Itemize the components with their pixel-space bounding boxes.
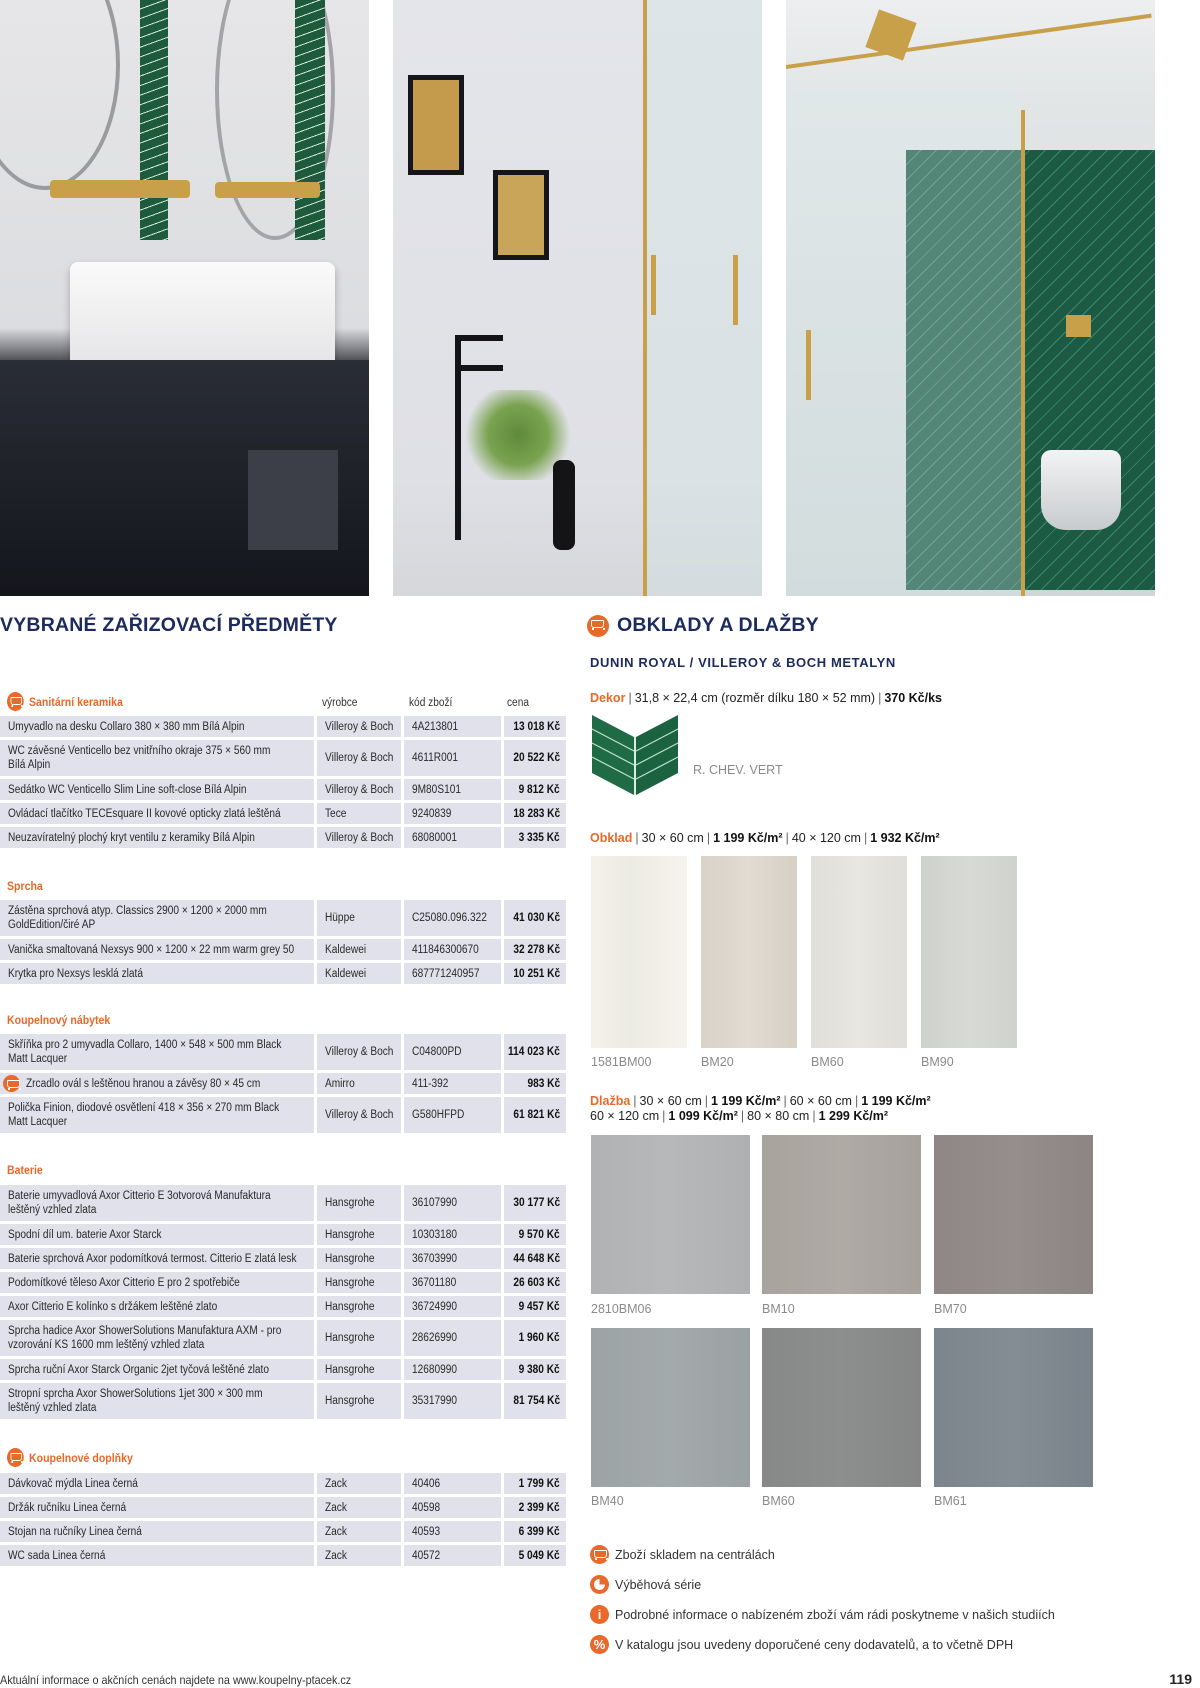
table-shower xyxy=(0,900,566,987)
column-header-code: kód zboží xyxy=(409,697,453,709)
swatch-BM60 xyxy=(811,856,907,1048)
product-name: Ovládací tlačítko TECEsquare II kovové opticky zlatá leštěná xyxy=(8,807,281,820)
section-label: Koupelnový nábytek xyxy=(7,1013,111,1027)
product-name: Polička Finion, diodové osvětlení 418 × 356 × 270 mm Black Matt Lacquer xyxy=(8,1102,280,1128)
price: 9 570 Kč xyxy=(518,1228,560,1241)
table-faucets xyxy=(0,1185,566,1422)
manufacturer: Amirro xyxy=(325,1077,355,1090)
table-row xyxy=(0,1521,566,1542)
towel-stand-bar xyxy=(455,335,503,341)
product-name: Stropní sprcha Axor ShowerSolutions 1jet 300 × 300 mm leštěný vzhled zlata xyxy=(8,1388,263,1414)
legend-text: Zboží skladem na centrálách xyxy=(615,1547,775,1562)
product-name: Vanička smaltovaná Nexsys 900 × 1200 × 22 mm warm grey 50 xyxy=(8,943,295,956)
product-code: 36701180 xyxy=(412,1276,457,1289)
price: 983 Kč xyxy=(527,1077,560,1090)
table-row xyxy=(0,1185,566,1221)
product-code: 411846300670 xyxy=(412,943,479,956)
product-name: Dávkovač mýdla Linea černá xyxy=(8,1477,138,1490)
swatch-1581BM00 xyxy=(591,856,687,1048)
mirror-left xyxy=(0,0,120,190)
column-header-price: cena xyxy=(507,697,529,709)
manufacturer: Villeroy & Boch xyxy=(325,831,394,844)
manufacturer: Villeroy & Boch xyxy=(325,720,394,733)
product-code: C25080.096.322 xyxy=(412,912,487,924)
product-code: 68080001 xyxy=(412,831,458,844)
price: 1 199 Kč/m² xyxy=(711,1094,781,1108)
wall-hung-wc xyxy=(1041,450,1121,530)
size: 60 × 120 cm xyxy=(590,1109,660,1123)
price: 1 199 Kč/m² xyxy=(713,831,783,845)
swatch-label: BM10 xyxy=(762,1302,795,1316)
product-name: Neuzavíratelný plochý kryt ventilu z keramiky Bílá Alpin xyxy=(8,831,255,844)
product-name: Spodní díl um. baterie Axor Starck xyxy=(8,1228,162,1241)
swatch-chevron-vert xyxy=(592,715,678,795)
dekor-label: Dekor xyxy=(590,691,626,705)
product-code: 4611R001 xyxy=(412,752,458,764)
legend-item-info xyxy=(590,1605,1055,1624)
product-name: Baterie umyvadlová Axor Citterio E 3otvorová Manufaktura leštěný vzhled zlata xyxy=(8,1190,271,1216)
manufacturer: Zack xyxy=(325,1549,347,1562)
swatch-BM40 xyxy=(591,1328,750,1487)
table-bathroom-furniture xyxy=(0,1034,566,1136)
product-code: 12680990 xyxy=(412,1363,458,1376)
table-row xyxy=(0,716,566,737)
shower-glass xyxy=(786,90,1021,596)
section-bathroom-furniture xyxy=(7,1013,110,1027)
dlazba-label: Dlažba xyxy=(590,1094,631,1108)
price: 3 335 Kč xyxy=(518,831,560,844)
manufacturer: Hansgrohe xyxy=(325,1228,375,1241)
size: 60 × 60 cm xyxy=(789,1094,852,1108)
dekor-price: 370 Kč/ks xyxy=(884,691,943,705)
section-label: Baterie xyxy=(7,1163,43,1177)
price: 6 399 Kč xyxy=(518,1525,560,1538)
product-code: 36107990 xyxy=(412,1197,458,1209)
product-code: 36724990 xyxy=(412,1300,458,1313)
table-row xyxy=(0,1497,566,1518)
shower-frame-gold xyxy=(786,14,1152,69)
size: 40 × 120 cm xyxy=(791,831,861,845)
dekor-size: 31,8 × 22,4 cm (rozměr dílku 180 × 52 mm) xyxy=(634,691,876,705)
page-number: 119 xyxy=(1169,1671,1192,1687)
legend-text: Výběhová série xyxy=(615,1577,702,1592)
section-shower xyxy=(7,879,43,893)
product-name: WC závěsné Venticello bez vnitřního okraje 375 × 560 mm Bílá Alpin xyxy=(8,745,271,771)
photo-shelves-shower xyxy=(393,0,762,596)
section-title-tiles xyxy=(587,614,819,637)
product-name: Zástěna sprchová atyp. Classics 2900 × 1200 × 2000 mm GoldEdition/čiré AP xyxy=(8,905,267,931)
product-code: 28626990 xyxy=(412,1332,458,1344)
manufacturer: Villeroy & Boch xyxy=(325,1109,394,1121)
swatch-BM10 xyxy=(762,1135,921,1294)
product-name: Stojan na ručníky Linea černá xyxy=(8,1525,142,1538)
green-tile-strip xyxy=(140,0,168,240)
manufacturer: Zack xyxy=(325,1477,347,1490)
table-row xyxy=(0,803,566,824)
product-code: 4A213801 xyxy=(412,720,459,733)
product-code: 10303180 xyxy=(412,1228,458,1241)
product-code: 9M80S101 xyxy=(412,783,461,796)
manufacturer: Zack xyxy=(325,1525,347,1538)
product-name: Umyvadlo na desku Collaro 380 × 380 mm Bílá Alpin xyxy=(8,720,245,733)
swatch-label: 1581BM00 xyxy=(591,1055,652,1069)
dlazba-spec: Dlažba | 30 × 60 cm | 1 199 Kč/m² | 60 × 60 cm | 1 199 Kč/m² 60 × 120 cm | 1 099 Kč/m² | 80 × 80 cm | 1 299 Kč/m² xyxy=(590,1094,931,1123)
manufacturer: Hüppe xyxy=(325,912,355,924)
legend-item-prices-vat xyxy=(590,1635,1013,1654)
price: 41 030 Kč xyxy=(513,912,560,924)
price: 32 278 Kč xyxy=(513,943,560,956)
shower-glass xyxy=(647,0,762,596)
product-code: 9240839 xyxy=(412,807,452,820)
price: 18 283 Kč xyxy=(513,807,560,820)
product-name: Držák ručníku Linea černá xyxy=(8,1501,127,1514)
section-title-fixtures: VYBRANÉ ZAŘIZOVACÍ PŘEDMĚTY xyxy=(0,614,338,636)
table-row xyxy=(0,1359,566,1380)
table-row xyxy=(0,900,566,936)
gold-shelf-box xyxy=(408,75,464,175)
table-row xyxy=(0,1224,566,1245)
legend-text: Podrobné informace o nabízeném zboží vám rádi poskytneme v našich studiích xyxy=(615,1607,1055,1622)
flush-plate-gold xyxy=(1066,315,1091,337)
vase xyxy=(553,460,575,550)
price: 1 299 Kč/m² xyxy=(818,1109,889,1123)
table-row xyxy=(0,939,566,960)
table-row xyxy=(0,1073,566,1094)
table-row xyxy=(0,963,566,984)
faucet-gold xyxy=(215,182,320,198)
product-name: Skříňka pro 2 umyvadla Collaro, 1400 × 548 × 500 mm Black Matt Lacquer xyxy=(8,1039,282,1065)
price: 26 603 Kč xyxy=(513,1276,560,1289)
product-name: Sprcha ruční Axor Starck Organic 2jet tyčová leštěné zlato xyxy=(8,1363,270,1376)
product-code: 40598 xyxy=(412,1501,441,1514)
table-row xyxy=(0,1383,566,1419)
obklad-spec: Obklad | 30 × 60 cm | 1 199 Kč/m² | 40 × 120 cm | 1 932 Kč/m² xyxy=(590,831,940,845)
swatch-2810BM06 xyxy=(591,1135,750,1294)
table-row xyxy=(0,827,566,848)
cart-icon xyxy=(7,1448,24,1467)
product-code: 687771240957 xyxy=(412,967,480,980)
manufacturer: Hansgrohe xyxy=(325,1197,375,1209)
product-name: Baterie sprchová Axor podomítková termost. Citterio E zlatá lesk xyxy=(8,1252,297,1265)
product-code: 411-392 xyxy=(412,1077,449,1090)
price: 10 251 Kč xyxy=(513,967,560,980)
green-tile-strip xyxy=(295,0,325,240)
product-code: G580HFPD xyxy=(412,1109,465,1121)
manufacturer: Hansgrohe xyxy=(325,1363,375,1376)
obklad-label: Obklad xyxy=(590,831,633,845)
manufacturer: Villeroy & Boch xyxy=(325,783,394,796)
product-code: C04800PD xyxy=(412,1046,462,1058)
cart-icon xyxy=(3,1075,20,1092)
table-row xyxy=(0,1097,566,1133)
door-handle xyxy=(651,255,656,315)
gold-shelf-box xyxy=(493,170,549,260)
price: 1 199 Kč/m² xyxy=(861,1094,931,1108)
size: 30 × 60 cm xyxy=(641,831,704,845)
section-bathroom-accessories xyxy=(7,1448,133,1467)
cart-icon xyxy=(587,615,609,637)
swatch-BM20 xyxy=(701,856,797,1048)
swatch-label: BM60 xyxy=(762,1494,795,1508)
dekor-spec: Dekor | 31,8 × 22,4 cm (rozměr dílku 180 × 52 mm) | 370 Kč/ks xyxy=(590,691,943,705)
info-icon: i xyxy=(590,1605,609,1624)
table-row xyxy=(0,1545,566,1566)
price: 1 099 Kč/m² xyxy=(668,1109,738,1123)
table-sanitary-ceramics xyxy=(0,716,566,851)
swatch-label: BM60 xyxy=(811,1055,844,1069)
size: 80 × 80 cm xyxy=(747,1109,810,1123)
table-row xyxy=(0,1296,566,1317)
price: 20 522 Kč xyxy=(513,752,560,764)
product-name: Axor Citterio E kolínko s držákem leštěné zlato xyxy=(8,1300,218,1313)
swatch-label: BM40 xyxy=(591,1494,624,1508)
section-label: Sprcha xyxy=(7,879,43,893)
manufacturer: Hansgrohe xyxy=(325,1276,375,1289)
product-name: Sedátko WC Venticello Slim Line soft-close Bílá Alpin xyxy=(8,783,247,796)
manufacturer: Tece xyxy=(325,807,347,820)
product-name: Podomítkové těleso Axor Citterio E pro 2 spotřebiče xyxy=(8,1276,240,1289)
cart-icon xyxy=(7,692,24,711)
photo-vanity xyxy=(0,0,369,596)
legend-item-discontinued xyxy=(590,1575,701,1594)
product-code: 35317990 xyxy=(412,1395,458,1407)
tile-series-subtitle: DUNIN ROYAL / VILLEROY & BOCH METALYN xyxy=(590,655,896,670)
swatch-label: BM70 xyxy=(934,1302,967,1316)
product-code: 36703990 xyxy=(412,1252,458,1265)
price: 9 380 Kč xyxy=(518,1363,560,1376)
table-row xyxy=(0,1248,566,1269)
table-row xyxy=(0,740,566,776)
swatch-BM61 xyxy=(934,1328,1093,1487)
price: 81 754 Kč xyxy=(513,1395,560,1407)
swatch-BM70 xyxy=(934,1135,1093,1294)
cart-icon xyxy=(590,1545,609,1564)
cabinet-drawer xyxy=(248,450,338,550)
faucet-gold xyxy=(50,180,190,198)
door-handle xyxy=(733,255,738,325)
price: 2 399 Kč xyxy=(518,1501,560,1514)
column-header-manufacturer: výrobce xyxy=(322,697,358,709)
price: 9 457 Kč xyxy=(518,1300,560,1313)
table-bathroom-accessories xyxy=(0,1473,566,1569)
footer-info: Aktuální informace o akčních cenách najdete na www.koupelny-ptacek.cz xyxy=(0,1673,352,1687)
table-row xyxy=(0,1034,566,1070)
product-name: WC sada Linea černá xyxy=(8,1549,106,1562)
price: 30 177 Kč xyxy=(513,1197,560,1209)
price: 1 960 Kč xyxy=(518,1332,560,1344)
product-code: 40406 xyxy=(412,1477,441,1490)
section-label: Koupelnové doplňky xyxy=(29,1450,133,1465)
price: 44 648 Kč xyxy=(513,1252,560,1265)
manufacturer: Villeroy & Boch xyxy=(325,752,394,764)
price: 61 821 Kč xyxy=(513,1109,560,1121)
product-code: 40593 xyxy=(412,1525,441,1538)
shower-frame-gold xyxy=(1021,110,1025,596)
price: 114 023 Kč xyxy=(508,1046,560,1058)
washbasin xyxy=(70,262,335,370)
price: 1 799 Kč xyxy=(518,1477,560,1490)
swatch-BM60-floor xyxy=(762,1328,921,1487)
table-row xyxy=(0,1320,566,1356)
percent-icon: % xyxy=(590,1635,609,1654)
title-text: OBKLADY A DLAŽBY xyxy=(617,614,819,636)
price: 5 049 Kč xyxy=(518,1549,560,1562)
size: 30 × 60 cm xyxy=(639,1094,702,1108)
door-handle xyxy=(806,330,811,400)
price: 9 812 Kč xyxy=(518,783,560,796)
manufacturer: Hansgrohe xyxy=(325,1332,375,1344)
product-name: Sprcha hadice Axor ShowerSolutions Manufaktura AXM - pro vzorování KS 1600 mm leštěný vzhled zlata xyxy=(8,1325,282,1351)
photo-green-tile-shower xyxy=(786,0,1155,596)
table-row xyxy=(0,1473,566,1494)
price: 13 018 Kč xyxy=(513,720,560,733)
section-faucets xyxy=(7,1163,43,1177)
product-name: Krytka pro Nexsys lesklá zlatá xyxy=(8,967,143,980)
clock-icon xyxy=(590,1575,609,1594)
table-row xyxy=(0,1272,566,1293)
legend-item-in-stock xyxy=(590,1545,775,1564)
manufacturer: Kaldewei xyxy=(325,943,367,956)
manufacturer: Hansgrohe xyxy=(325,1252,375,1265)
manufacturer: Hansgrohe xyxy=(325,1300,375,1313)
manufacturer: Kaldewei xyxy=(325,967,367,980)
swatch-BM90 xyxy=(921,856,1017,1048)
towel-stand-bar xyxy=(455,365,503,371)
legend-text: V katalogu jsou uvedeny doporučené ceny dodavatelů, a to včetně DPH xyxy=(615,1637,1014,1652)
section-label: Sanitární keramika xyxy=(29,694,123,709)
section-sanitary-ceramics xyxy=(7,692,123,711)
price: 1 932 Kč/m² xyxy=(870,831,940,845)
swatch-label: R. CHEV. VERT xyxy=(693,763,783,777)
swatch-label: BM90 xyxy=(921,1055,954,1069)
table-row xyxy=(0,779,566,800)
swatch-label: BM61 xyxy=(934,1494,967,1508)
manufacturer: Villeroy & Boch xyxy=(325,1046,394,1058)
swatch-label: BM20 xyxy=(701,1055,734,1069)
manufacturer: Hansgrohe xyxy=(325,1395,375,1407)
manufacturer: Zack xyxy=(325,1501,347,1514)
product-name: Zrcadlo ovál s leštěnou hranou a závěsy 80 × 45 cm xyxy=(26,1077,261,1090)
swatch-label: 2810BM06 xyxy=(591,1302,652,1316)
product-code: 40572 xyxy=(412,1549,441,1562)
